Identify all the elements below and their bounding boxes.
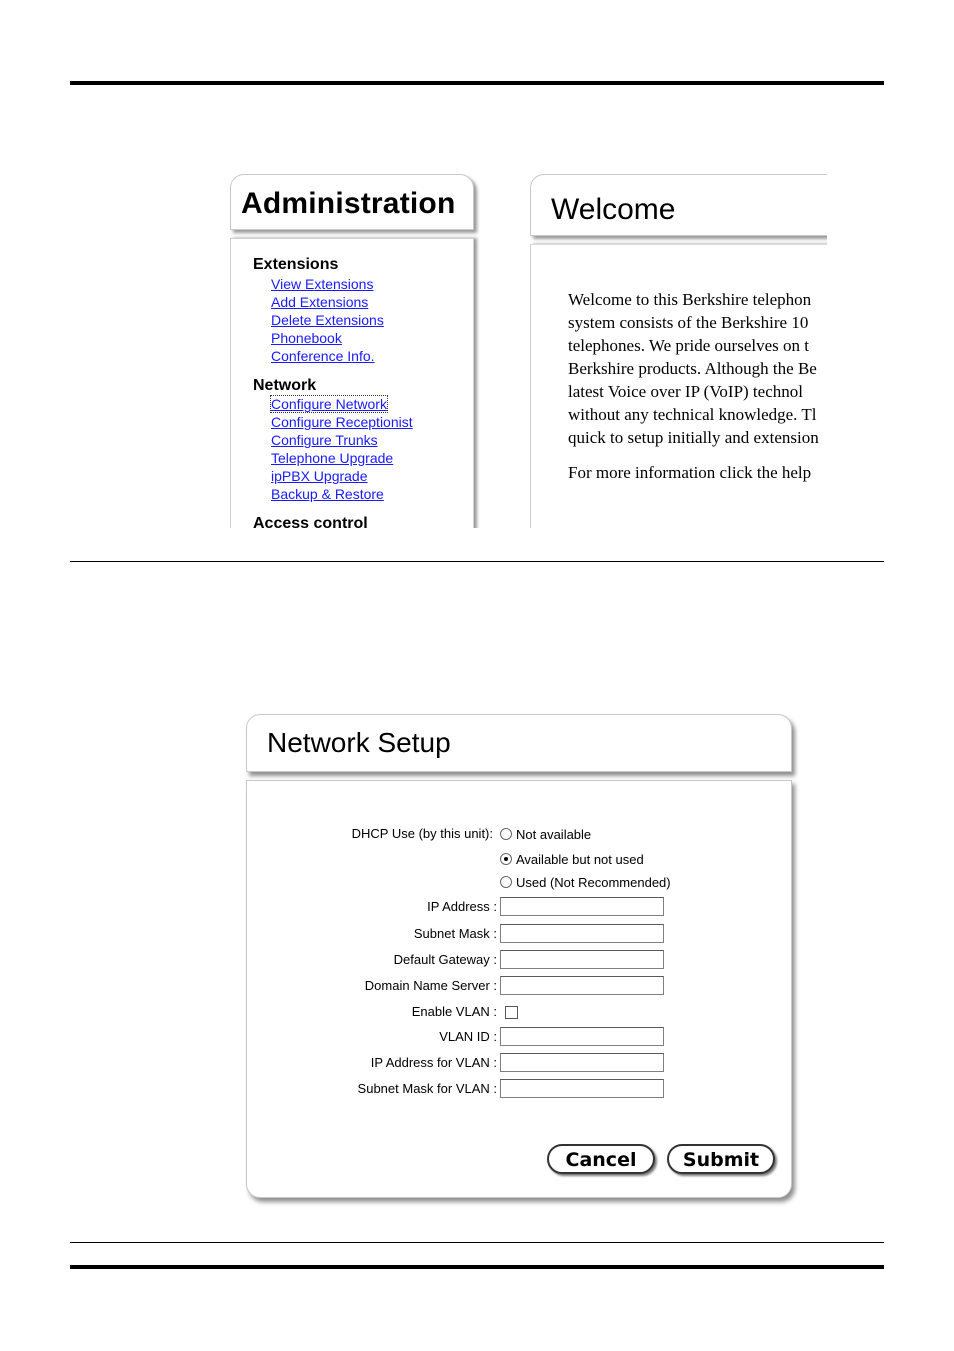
cancel-button[interactable]: Cancel: [547, 1144, 655, 1174]
nav-backup-restore[interactable]: Backup & Restore: [271, 486, 384, 502]
nav-configure-receptionist[interactable]: Configure Receptionist: [271, 414, 413, 430]
enable-vlan-label: Enable VLAN :: [411, 1004, 497, 1019]
vlan-id-input[interactable]: [500, 1027, 664, 1046]
welcome-line: telephones. We pride ourselves on t: [568, 336, 809, 355]
ip-address-label: IP Address :: [427, 899, 497, 914]
admin-title: Administration: [241, 187, 456, 220]
dhcp-option-label: Not available: [516, 827, 592, 842]
nav-delete-extensions[interactable]: Delete Extensions: [271, 312, 384, 328]
welcome-line: Berkshire products. Although the Be: [568, 359, 817, 378]
admin-header: [230, 174, 474, 230]
dhcp-option-label: Available but not used: [516, 852, 644, 867]
top-rule: [70, 81, 884, 85]
ip-vlan-input[interactable]: [500, 1053, 664, 1072]
subnet-mask-input[interactable]: [500, 924, 664, 943]
section-extensions: Extensions: [253, 256, 339, 273]
ip-address-input[interactable]: [500, 897, 664, 916]
bottom-rule: [70, 1265, 884, 1269]
welcome-text: [568, 288, 827, 484]
subnet-vlan-label: Subnet Mask for VLAN :: [357, 1081, 497, 1096]
radio-icon[interactable]: [500, 828, 512, 840]
admin-screenshot: [226, 168, 827, 528]
nav-configure-network[interactable]: Configure Network: [271, 396, 387, 412]
dhcp-option-available-not-used[interactable]: [500, 852, 644, 867]
radio-selected-icon[interactable]: [500, 853, 512, 865]
welcome-line: quick to setup initially and extension: [568, 428, 819, 447]
nav-view-extensions[interactable]: View Extensions: [271, 276, 374, 292]
dhcp-option-used[interactable]: [500, 875, 671, 890]
nav-add-extensions[interactable]: Add Extensions: [271, 294, 369, 310]
lower-rule: [70, 1242, 884, 1243]
vlan-id-label: VLAN ID :: [439, 1029, 497, 1044]
submit-button[interactable]: Submit: [667, 1144, 775, 1174]
nav-telephone-upgrade[interactable]: Telephone Upgrade: [271, 450, 394, 466]
radio-icon[interactable]: [500, 876, 512, 888]
welcome-title: Welcome: [551, 193, 676, 226]
dns-label: Domain Name Server :: [364, 978, 497, 993]
subnet-mask-label: Subnet Mask :: [413, 926, 497, 941]
welcome-header: [530, 174, 827, 236]
network-setup-title: Network Setup: [267, 727, 451, 758]
network-setup-form: [246, 780, 792, 1198]
section-network: Network: [253, 377, 317, 394]
dhcp-option-not-available[interactable]: [500, 827, 591, 842]
welcome-line: Welcome to this Berkshire telephon: [568, 290, 812, 309]
welcome-line: system consists of the Berkshire 10: [568, 313, 809, 332]
welcome-line: latest Voice over IP (VoIP) technol: [568, 382, 803, 401]
nav-ippbx-upgrade[interactable]: ipPBX Upgrade: [271, 468, 368, 484]
ip-vlan-label: IP Address for VLAN :: [370, 1055, 497, 1070]
subnet-vlan-input[interactable]: [500, 1079, 664, 1098]
nav-configure-trunks[interactable]: Configure Trunks: [271, 432, 378, 448]
dhcp-option-label: Used (Not Recommended): [516, 875, 671, 890]
enable-vlan-checkbox[interactable]: [505, 1006, 518, 1019]
admin-nav-panel: [230, 238, 474, 528]
default-gateway-label: Default Gateway :: [393, 952, 497, 967]
section-access-control: Access control: [253, 515, 368, 528]
welcome-more-info: For more information click the help: [568, 463, 812, 482]
dns-input[interactable]: [500, 976, 664, 995]
divider-rule: [70, 561, 884, 562]
nav-conference-info[interactable]: Conference Info.: [271, 348, 375, 364]
network-setup-header: [246, 714, 792, 772]
welcome-line: without any technical knowledge. Tl: [568, 405, 817, 424]
dhcp-label: DHCP Use (by this unit):: [351, 826, 493, 841]
nav-phonebook[interactable]: Phonebook: [271, 330, 342, 346]
default-gateway-input[interactable]: [500, 950, 664, 969]
